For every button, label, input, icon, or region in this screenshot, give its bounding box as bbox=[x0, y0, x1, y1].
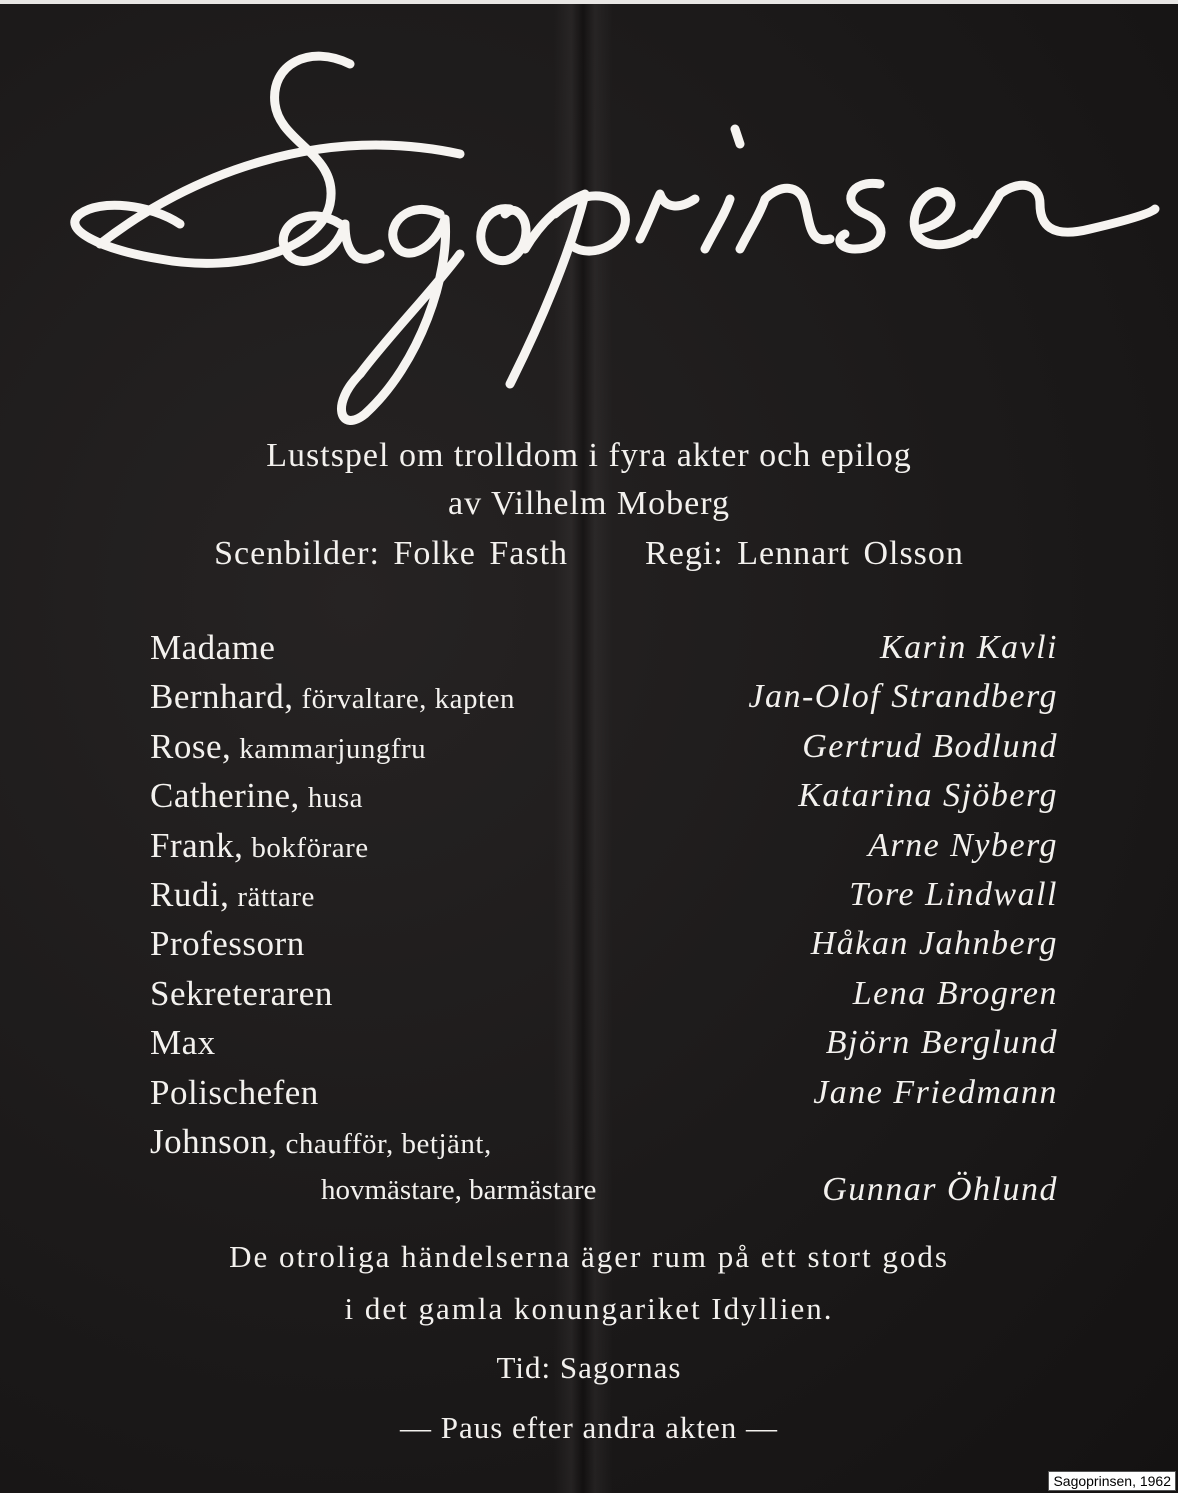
role-description: chaufför, betjänt, bbox=[285, 1127, 492, 1160]
actor-name: Karin Kavli bbox=[879, 629, 1058, 666]
role-description: bokförare bbox=[251, 831, 369, 864]
director-name: Lennart Olsson bbox=[737, 535, 964, 572]
cast-list bbox=[150, 624, 1058, 1216]
role-description: husa bbox=[307, 782, 363, 815]
cast-row-johnson bbox=[150, 1118, 1058, 1216]
role-name: Rudi, bbox=[150, 874, 230, 914]
role-description: förvaltare, kapten bbox=[301, 683, 515, 716]
cast-row bbox=[150, 871, 1058, 920]
image-caption: Sagoprinsen, 1962 bbox=[1048, 1471, 1176, 1491]
scenography-name: Folke Fasth bbox=[393, 535, 569, 572]
setting-note bbox=[0, 1231, 1178, 1335]
production-credits bbox=[0, 530, 1178, 578]
role-name: Catherine, bbox=[150, 776, 300, 816]
role-name: Madame bbox=[150, 628, 276, 667]
cast-row bbox=[150, 624, 1058, 673]
actor-name: Håkan Jahnberg bbox=[810, 925, 1058, 963]
actor-name: Tore Lindwall bbox=[849, 875, 1058, 913]
handwritten-title-logo bbox=[40, 34, 1160, 434]
intermission-note: — Paus efter andra akten — bbox=[399, 1410, 779, 1445]
director-label: Regi: bbox=[645, 535, 724, 572]
cast-row bbox=[150, 970, 1058, 1019]
actor-name: Gunnar Öhlund bbox=[822, 1170, 1058, 1208]
role-description-continued: hovmästare, barmästare bbox=[321, 1173, 597, 1206]
setting-line-1: De otroliga händelserna äger rum på ett stort gods bbox=[229, 1239, 949, 1274]
cast-row bbox=[150, 772, 1058, 821]
cast-row bbox=[150, 1019, 1058, 1068]
role-name: Johnson, bbox=[150, 1121, 278, 1161]
scenography-label: Scenbilder: bbox=[214, 535, 380, 572]
role-name: Polischefen bbox=[150, 1072, 319, 1112]
cast-row bbox=[150, 673, 1058, 722]
time-note: Tid: Sagornas bbox=[496, 1350, 682, 1385]
actor-name: Arne Nyberg bbox=[868, 826, 1058, 864]
actor-name: Björn Berglund bbox=[825, 1024, 1058, 1062]
actor-name: Katarina Sjöberg bbox=[798, 777, 1058, 815]
program-sheet bbox=[0, 4, 1178, 1493]
actor-name: Gertrud Bodlund bbox=[802, 727, 1058, 765]
actor-name: Lena Brogren bbox=[852, 974, 1058, 1012]
actor-name: Jane Friedmann bbox=[813, 1073, 1058, 1111]
actor-name: Jan-Olof Strandberg bbox=[748, 678, 1058, 716]
role-description: kammarjungfru bbox=[239, 732, 427, 765]
subtitle-line-1: Lustspel om trolldom i fyra akter och epilog bbox=[266, 437, 912, 474]
role-name: Professorn bbox=[150, 924, 305, 964]
cast-row bbox=[150, 920, 1058, 969]
play-subtitle bbox=[0, 432, 1178, 528]
cast-row bbox=[150, 822, 1058, 871]
subtitle-line-2: av Vilhelm Moberg bbox=[448, 485, 730, 522]
cast-row bbox=[150, 723, 1058, 772]
role-name: Rose, bbox=[150, 726, 232, 766]
role-description: rättare bbox=[237, 880, 315, 913]
role-name: Max bbox=[150, 1023, 216, 1063]
role-name: Bernhard, bbox=[150, 677, 294, 717]
setting-line-2: i det gamla konungariket Idyllien. bbox=[344, 1291, 834, 1326]
cast-row bbox=[150, 1069, 1058, 1118]
role-name: Sekreteraren bbox=[150, 973, 333, 1013]
role-name: Frank, bbox=[150, 825, 244, 865]
